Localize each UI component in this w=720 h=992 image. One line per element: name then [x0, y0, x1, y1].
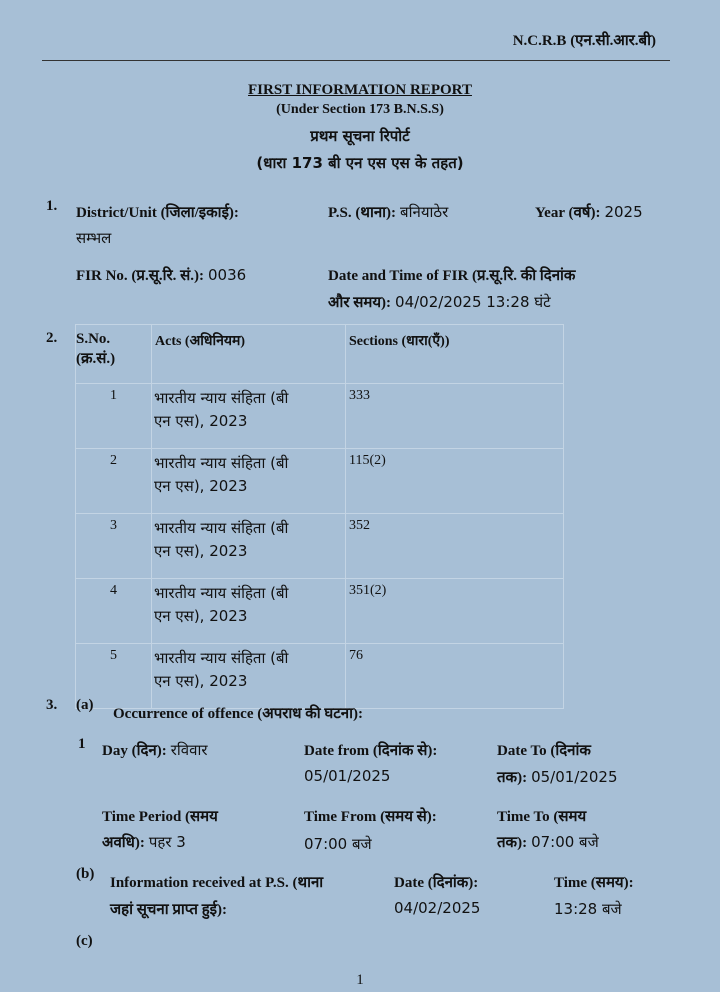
row-section: 352 — [346, 514, 564, 579]
time-to-value: 07:00 बजे — [531, 833, 599, 851]
section-1-number: 1. — [46, 198, 58, 214]
sub-b-label: (b) — [76, 866, 95, 882]
time-to-field — [497, 832, 599, 852]
fir-datetime-label: Date and Time of FIR (प्र.सू.रि. की दिनांक — [328, 268, 576, 284]
info-time-value: 13:28 बजे — [554, 900, 622, 918]
time-period-label: Time Period (समय — [102, 809, 218, 825]
row-sno: 3 — [76, 514, 152, 579]
fir-datetime-label-cont: और समय): — [328, 295, 392, 311]
info-date-label: Date (दिनांक): — [394, 875, 479, 891]
row-act-line2: एन एस), 2023 — [154, 477, 248, 495]
time-to-label: Time To (समय — [497, 809, 587, 825]
fir-datetime-value: 04/02/2025 13:28 घंटे — [395, 293, 551, 311]
table-row — [76, 449, 564, 514]
time-from-value: 07:00 बजे — [304, 835, 372, 853]
row-act-line2: एन एस), 2023 — [154, 412, 248, 430]
occurrence-item-number: 1 — [78, 736, 86, 752]
ps-value: बनियाठेर — [400, 203, 449, 221]
row-sno: 2 — [76, 449, 152, 514]
ncrb-header: N.C.R.B (एन.सी.आर.बी) — [512, 33, 656, 49]
time-from-label: Time From (समय से): — [304, 809, 437, 825]
row-act — [152, 514, 346, 579]
year-label: Year (वर्ष): — [535, 205, 601, 221]
sub-c-label: (c) — [76, 933, 93, 949]
section-2-number: 2. — [46, 330, 58, 346]
time-to-label-cont: तक): — [497, 835, 528, 851]
table-row — [76, 644, 564, 709]
row-act-line1: भारतीय न्याय संहिता (बी — [154, 649, 289, 667]
header-sno-hi: (क्र.सं.) — [76, 351, 116, 367]
row-act-line1: भारतीय न्याय संहिता (बी — [154, 519, 289, 537]
sub-a-label: (a) — [76, 697, 94, 713]
date-to-field — [497, 767, 618, 787]
page-number: 1 — [356, 972, 364, 988]
date-from-value: 05/01/2025 — [304, 767, 391, 785]
row-act — [152, 449, 346, 514]
time-period-field — [102, 832, 186, 852]
date-to-value: 05/01/2025 — [531, 768, 618, 786]
day-field — [102, 740, 207, 760]
row-act-line2: एन एस), 2023 — [154, 607, 248, 625]
header-acts: Acts (अधिनियम) — [152, 325, 346, 384]
title-hindi-subtitle: (धारा 173 बी एन एस एस के तहत) — [256, 154, 464, 172]
row-act-line1: भारतीय न्याय संहिता (बी — [154, 389, 289, 407]
title-english-subtitle: (Under Section 173 B.N.S.S) — [276, 102, 444, 117]
title-hindi: प्रथम सूचना रिपोर्ट — [310, 127, 410, 145]
acts-table — [75, 324, 564, 709]
table-row — [76, 514, 564, 579]
acts-table-header — [76, 325, 564, 384]
year-value: 2025 — [604, 203, 643, 221]
row-sno: 1 — [76, 384, 152, 449]
district-value: सम्भल — [76, 229, 112, 247]
row-act-line1: भारतीय न्याय संहिता (बी — [154, 454, 289, 472]
table-row — [76, 579, 564, 644]
fir-datetime-field — [328, 292, 551, 312]
row-sno: 4 — [76, 579, 152, 644]
time-period-value: पहर 3 — [148, 833, 186, 851]
row-section: 351(2) — [346, 579, 564, 644]
row-act — [152, 384, 346, 449]
fir-value: 0036 — [208, 266, 247, 284]
time-period-label-cont: अवधि): — [102, 835, 145, 851]
table-row — [76, 384, 564, 449]
ps-field — [328, 202, 448, 222]
row-act — [152, 644, 346, 709]
header-sno — [76, 325, 152, 384]
header-rule — [42, 60, 670, 61]
row-act-line2: एन एस), 2023 — [154, 672, 248, 690]
row-section: 115(2) — [346, 449, 564, 514]
occurrence-title: Occurrence of offence (अपराध की घटना): — [113, 706, 363, 722]
date-to-label-cont: तक): — [497, 770, 528, 786]
fir-label: FIR No. (प्र.सू.रि. सं.): — [76, 268, 204, 284]
row-sno: 5 — [76, 644, 152, 709]
year-field — [535, 202, 643, 222]
day-value: रविवार — [170, 741, 208, 759]
header-sections: Sections (धारा(एँ)) — [346, 325, 564, 384]
info-date-value: 04/02/2025 — [394, 899, 481, 917]
info-received-label-cont: जहां सूचना प्राप्त हुई): — [110, 902, 228, 918]
section-3-number: 3. — [46, 697, 58, 713]
fir-field — [76, 265, 246, 285]
info-time-label: Time (समय): — [554, 875, 634, 891]
header-sno-en: S.No. — [76, 331, 111, 347]
row-section: 333 — [346, 384, 564, 449]
district-label: District/Unit (जिला/इकाई): — [76, 205, 239, 221]
date-from-label: Date from (दिनांक से): — [304, 743, 438, 759]
ps-label: P.S. (थाना): — [328, 205, 397, 221]
row-section: 76 — [346, 644, 564, 709]
date-to-label: Date To (दिनांक — [497, 743, 591, 759]
row-act-line2: एन एस), 2023 — [154, 542, 248, 560]
row-act — [152, 579, 346, 644]
row-act-line1: भारतीय न्याय संहिता (बी — [154, 584, 289, 602]
title-english: FIRST INFORMATION REPORT — [248, 82, 472, 98]
day-label: Day (दिन): — [102, 743, 167, 759]
info-received-label: Information received at P.S. (थाना — [110, 875, 324, 891]
